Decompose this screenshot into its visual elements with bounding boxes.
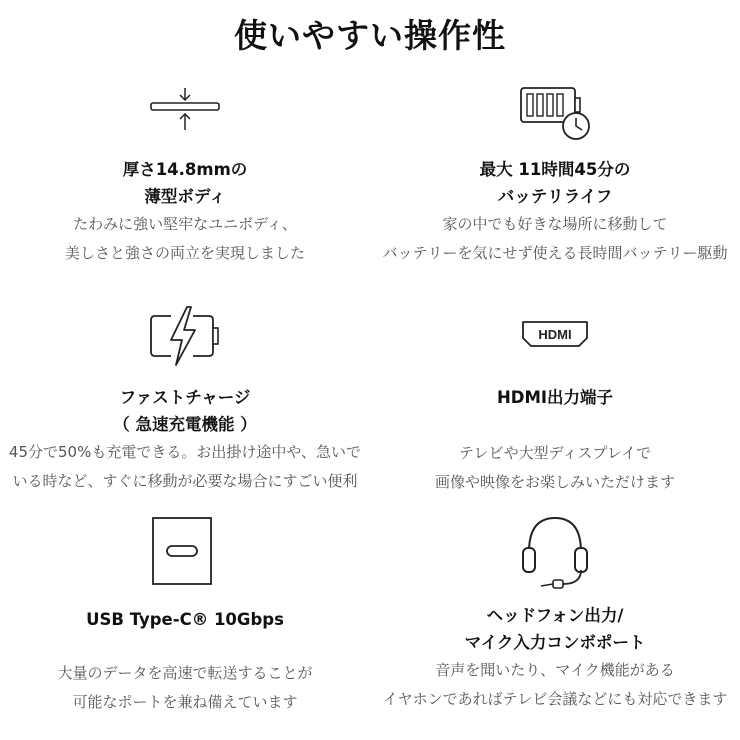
feature-title: ヘッドフォン出力/ <box>486 606 624 625</box>
battery-clock-icon <box>515 82 595 144</box>
feature-title: バッテリライフ <box>497 187 613 206</box>
feature-title: USB Type-C® 10Gbps <box>86 610 284 629</box>
feature-title: ファストチャージ <box>119 388 251 407</box>
feature-description: テレビや大型ディスプレイで <box>458 444 652 462</box>
feature-description: たわみに強い堅牢なユニボディ、 <box>73 215 297 233</box>
feature-description: 音声を聞いたり、マイク機能がある <box>435 661 675 679</box>
feature-audio-combo <box>370 512 740 714</box>
feature-description: 画像や映像をお楽しみいただけます <box>434 473 675 491</box>
feature-battery-life <box>370 82 740 268</box>
feature-description: イヤホンであればテレビ会議などにも対応できます <box>382 690 728 708</box>
feature-title: マイク入力コンボポート <box>464 633 646 652</box>
feature-fast-charge <box>0 304 370 496</box>
hdmi-port-icon <box>515 318 595 350</box>
thin-profile-icon <box>145 86 225 136</box>
feature-title: 最大 11時間45分の <box>479 160 631 179</box>
feature-description: いる時など、すぐに移動が必要な場合にすごい便利 <box>12 472 358 490</box>
feature-usb-c <box>0 514 370 717</box>
feature-title: 厚さ14.8mmの <box>122 160 248 179</box>
page-title: 使いやすい操作性 <box>234 16 506 55</box>
feature-thin-body <box>0 86 370 268</box>
usb-c-port-icon <box>145 514 225 588</box>
headset-icon <box>515 512 595 594</box>
feature-description: バッテリーを気にせず使える長時間バッテリー駆動 <box>382 244 728 262</box>
feature-description: 大量のデータを高速で転送することが <box>57 664 313 682</box>
feature-title: HDMI出力端子 <box>496 388 614 407</box>
hdmi-icon-label: HDMI <box>538 327 572 342</box>
fast-charge-icon <box>145 304 225 368</box>
feature-description: 美しさと強さの両立を実現しました <box>64 244 305 262</box>
feature-description: 可能なポートを兼ね備えています <box>72 693 298 711</box>
feature-title: （ 急速充電機能 ） <box>113 415 257 434</box>
feature-description: 家の中でも好きな場所に移動して <box>442 215 668 233</box>
feature-title: 薄型ボディ <box>144 187 226 206</box>
feature-description: 45分で50%も充電できる。お出掛け途中や、急いで <box>8 443 362 461</box>
feature-hdmi <box>370 318 740 497</box>
